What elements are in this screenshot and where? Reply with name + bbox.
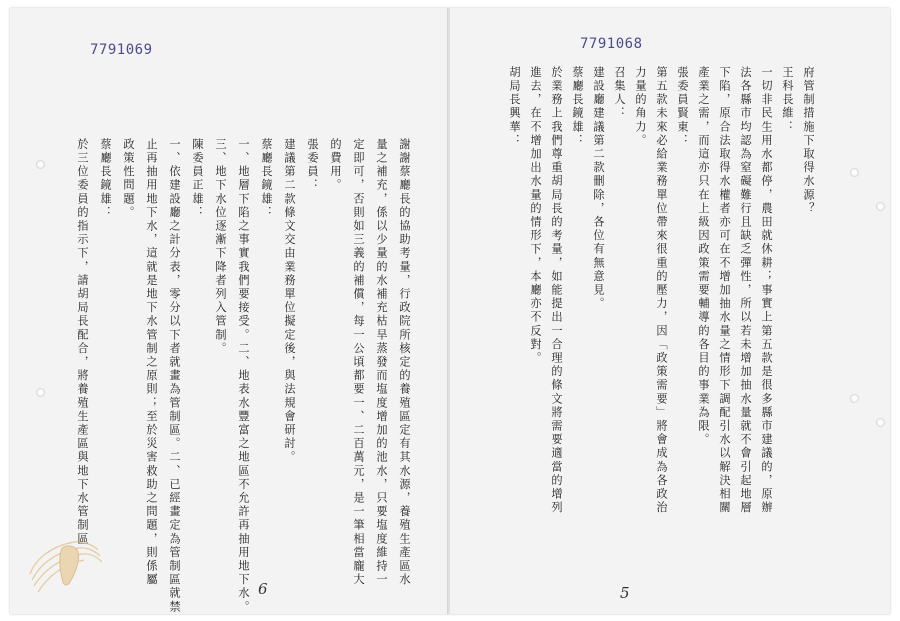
text-column: 一、地層下陷之事實我們要接受。二、地表水豐富之地區不允許再抽用地下水。 [237, 138, 250, 614]
text-column: 於三位委員的指示下，請胡局長配合，將養殖生產區與地下水管制區 [76, 138, 89, 546]
document-spread [10, 8, 890, 614]
page-number: 5 [620, 584, 630, 602]
text-column: 建議第二款條文交由業務單位擬定後，與法規會研討。 [283, 138, 296, 465]
page-number: 6 [258, 580, 268, 598]
text-column: 蔡廳長鏡雄： [571, 66, 584, 148]
text-column: 進去，在不增加出水量的情形下，本廳亦不反對。 [529, 66, 542, 366]
binding-hole [36, 388, 45, 397]
binding-hole [850, 394, 859, 403]
text-column: 蔡廳長鏡雄： [99, 138, 112, 220]
left-page [10, 8, 448, 614]
text-column: 於業務上我們尊重胡局長的考量，如能提出一合理的條文將需要適當的增列 [550, 66, 563, 515]
text-column: 量之補充，係以少量的水補充枯旱蒸發而塩度增加的池水，只要塩度維持一 [375, 138, 388, 587]
text-column: 府管制措施下取得水源？ [802, 66, 815, 216]
text-column: 產業之需，而這亦只在上級因政策需要輔導的各目的事業為限。 [697, 66, 710, 447]
text-column: 建設廳建議第二款刪除，各位有無意見。 [592, 66, 605, 311]
binding-hole [850, 168, 859, 177]
serial-number: 7791069 [90, 42, 153, 58]
text-column: 止再抽用地下水，這就是地下水管制之原則；至於災害救助之問題，則係屬 [145, 138, 158, 587]
text-column: 胡局長興華： [508, 66, 521, 148]
right-page [450, 8, 890, 614]
text-column: 的費用。 [329, 138, 342, 193]
text-column: 政策性問題。 [122, 138, 135, 220]
text-column: 三、地下水位逐漸下降者列入管制。 [214, 138, 227, 356]
text-column: 蔡廳長鏡雄： [260, 138, 273, 220]
text-column: 下陷，原合法取得水權者亦可在不增加抽水量之情形下調配引水以解決相關 [718, 66, 731, 515]
text-column: 召集人： [613, 66, 626, 121]
serial-number: 7791068 [580, 36, 643, 52]
text-column: 陳委員正雄： [191, 138, 204, 220]
archive-logo-watermark [22, 528, 108, 600]
binding-hole [36, 160, 45, 169]
binding-hole [876, 202, 885, 211]
text-column: 張委員賢東： [676, 66, 689, 148]
text-column: 力量的角力。 [634, 66, 647, 148]
text-column: 法各縣市均認為窒礙難行且缺乏彈性，所以若未增加抽水量就不會引起地層 [739, 66, 752, 515]
text-column: 一、依建設廳之計分表，零分以下者就畫為管制區。二、已經畫定為管制區就禁 [168, 138, 181, 614]
text-column: 張委員： [306, 138, 319, 193]
text-column: 第五款未來必給業務單位帶來很重的壓力，因「政策需要」將會成為各政治 [655, 66, 668, 515]
text-column: 謝謝蔡廳長的協助考量，行政院所核定的養殖區定有其水源，養殖生產區水 [398, 138, 411, 587]
binding-hole [876, 418, 885, 427]
text-column: 一切非民生用水都停，農田就休耕；事實上第五款是很多縣市建議的，原辦 [760, 66, 773, 515]
text-column: 王科長維： [781, 66, 794, 134]
text-column: 定即可，否則如三義的補償，每一公頃都要一、二百萬元，是一筆相當龐大 [352, 138, 365, 587]
